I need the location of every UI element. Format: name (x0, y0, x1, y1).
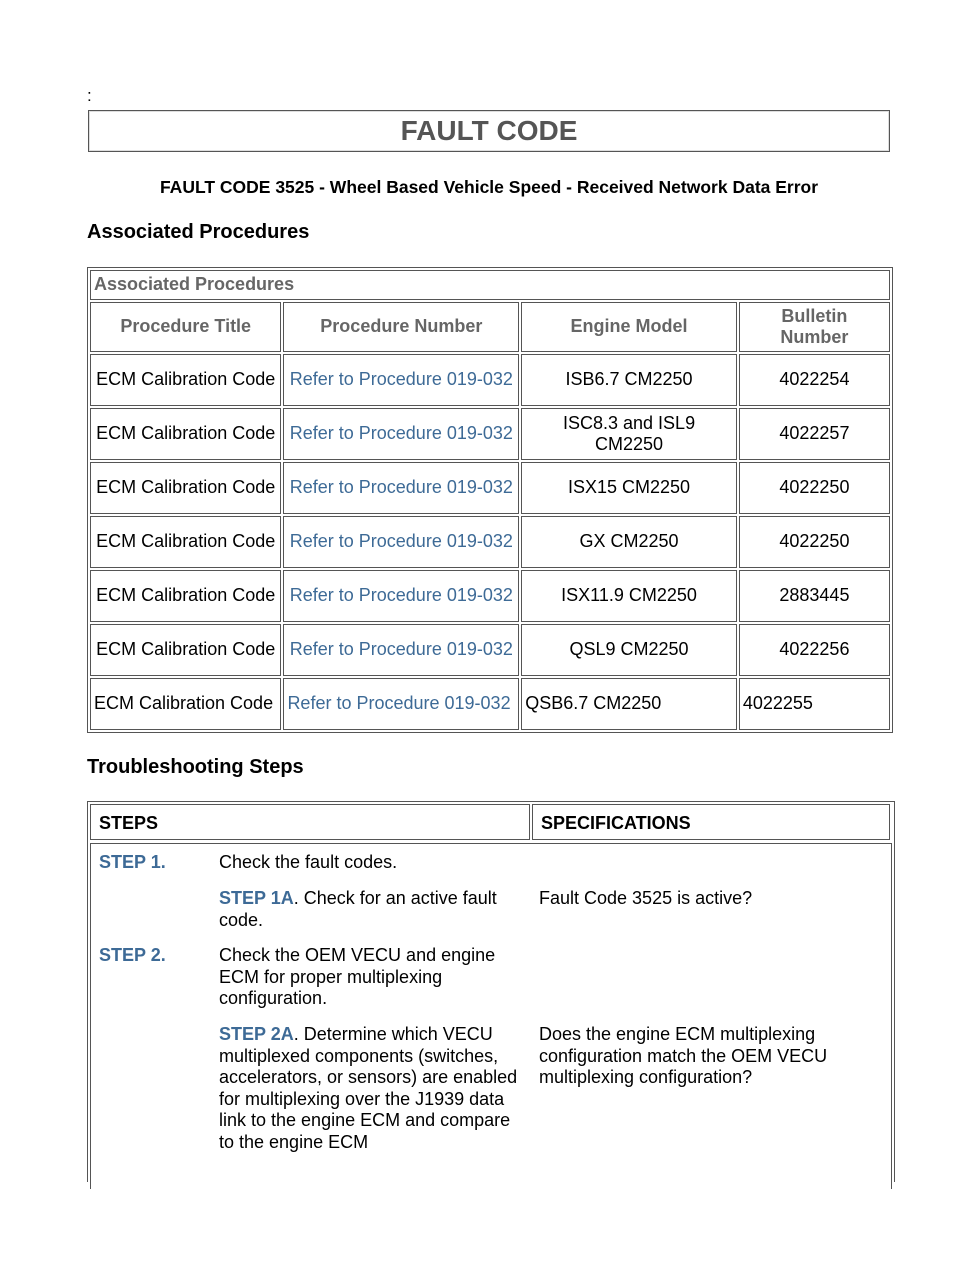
fault-code-subtitle: FAULT CODE 3525 - Wheel Based Vehicle Speed - Received Network Data Error (159, 177, 819, 197)
engine-model-cell: ISC8.3 and ISL9 CM2250 (521, 408, 737, 460)
troubleshooting-table (87, 801, 895, 1182)
procedure-title-cell: ECM Calibration Code (90, 462, 281, 514)
step-1a-label: STEP 1A (219, 888, 294, 908)
procedure-title-cell: ECM Calibration Code (90, 678, 281, 730)
step-1-text: Check the fault codes. (219, 852, 398, 872)
bulletin-number-cell: 2883445 (739, 570, 890, 622)
col-header-specifications: SPECIFICATIONS (532, 804, 890, 840)
procedure-title-cell: ECM Calibration Code (90, 516, 281, 568)
engine-model-cell: QSL9 CM2250 (521, 624, 737, 676)
procedure-link[interactable]: Refer to Procedure 019-032 (283, 516, 519, 568)
procedure-title-cell: ECM Calibration Code (90, 408, 281, 460)
col-header-procedure-title: Procedure Title (90, 302, 281, 352)
procedure-link[interactable]: Refer to Procedure 019-032 (283, 624, 519, 676)
table-row (90, 354, 890, 406)
table-row (90, 516, 890, 568)
fault-code-header-box (88, 110, 890, 152)
table-row (90, 408, 890, 460)
procedure-title-cell: ECM Calibration Code (90, 624, 281, 676)
engine-model-cell: QSB6.7 CM2250 (521, 678, 737, 730)
procedure-link[interactable]: Refer to Procedure 019-032 (283, 408, 519, 460)
table-row (90, 462, 890, 514)
step-2a-description: . Determine which VECU multiplexed components (switches, accelerators, or sensors) are enabled for multiplexing over the J1939 data link to the engine ECM and compare to the engine ECM (219, 1024, 518, 1152)
bulletin-number-cell: 4022250 (739, 516, 890, 568)
col-header-procedure-number: Procedure Number (283, 302, 519, 352)
engine-model-cell: GX CM2250 (521, 516, 737, 568)
procedure-link[interactable]: Refer to Procedure 019-032 (283, 678, 519, 730)
bulletin-number-cell: 4022254 (739, 354, 890, 406)
troubleshooting-heading: Troubleshooting Steps (87, 756, 304, 778)
associated-procedures-heading: Associated Procedures (87, 221, 310, 243)
procedure-link[interactable]: Refer to Procedure 019-032 (283, 354, 519, 406)
procedure-title-cell: ECM Calibration Code (90, 354, 281, 406)
bulletin-number-cell: 4022255 (739, 678, 890, 730)
step-2-label: STEP 2. (99, 945, 166, 965)
step-2-text: Check the OEM VECU and engine ECM for proper multiplexing configuration. (219, 945, 496, 1008)
table-caption: Associated Procedures (90, 270, 890, 300)
troubleshooting-body (90, 843, 892, 1189)
table-row (90, 678, 890, 730)
table-row (90, 570, 890, 622)
engine-model-cell: ISB6.7 CM2250 (521, 354, 737, 406)
step-1a-description: . Check for an active fault code. (219, 888, 497, 930)
engine-model-cell: ISX11.9 CM2250 (521, 570, 737, 622)
col-header-steps: STEPS (90, 804, 530, 840)
procedure-title-cell: ECM Calibration Code (90, 570, 281, 622)
top-mark: : (87, 86, 92, 105)
associated-procedures-table (87, 267, 893, 733)
step-2a-text (219, 1024, 525, 1153)
step-1a-text (219, 888, 519, 931)
page-title: FAULT CODE (400, 115, 578, 146)
procedure-link[interactable]: Refer to Procedure 019-032 (283, 570, 519, 622)
step-1-label: STEP 1. (99, 852, 166, 872)
engine-model-cell: ISX15 CM2250 (521, 462, 737, 514)
step-2a-spec: Does the engine ECM multiplexing configuration match the OEM VECU multiplexing configuration? (539, 1024, 828, 1087)
bulletin-number-cell: 4022250 (739, 462, 890, 514)
col-header-engine-model: Engine Model (521, 302, 737, 352)
bulletin-number-cell: 4022256 (739, 624, 890, 676)
step-1a-spec: Fault Code 3525 is active? (539, 888, 753, 908)
bulletin-number-cell: 4022257 (739, 408, 890, 460)
col-header-bulletin-number: Bulletin Number (739, 302, 890, 352)
procedure-link[interactable]: Refer to Procedure 019-032 (283, 462, 519, 514)
step-2a-label: STEP 2A (219, 1024, 294, 1044)
table-row (90, 624, 890, 676)
